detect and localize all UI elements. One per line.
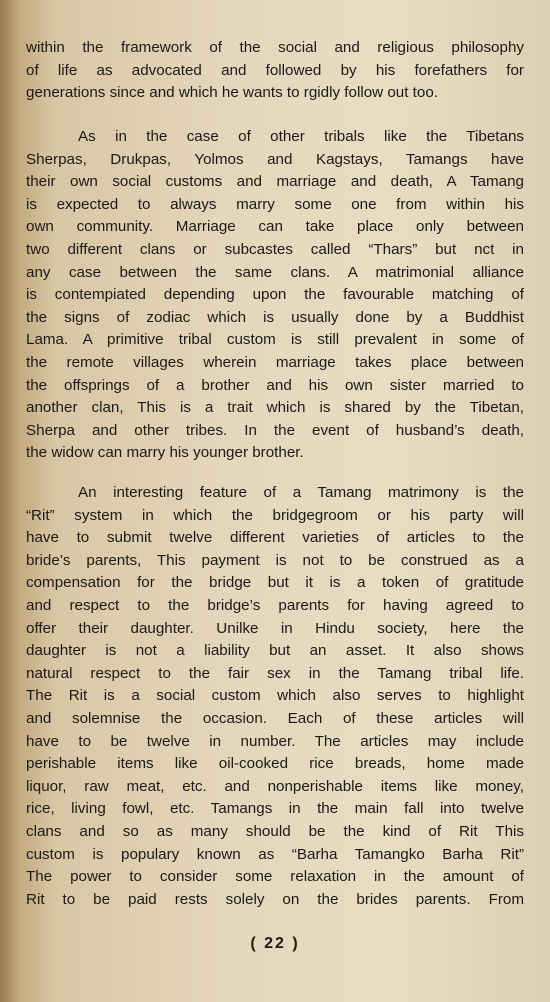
text-line: and respect to the bridge’s parents for having agreed to: [26, 596, 524, 614]
text-line: bride’s parents, This payment is not to be construed as a: [26, 551, 524, 569]
text-line: have to submit twelve different varieties of articles to the: [26, 529, 524, 547]
text-line: is contempiated depending upon the favourable matching of: [26, 286, 524, 304]
text-line: the offsprings of a brother and his own sister married to: [26, 376, 524, 394]
text-line: Rit to be paid rests solely on the brides parents. From: [26, 890, 524, 908]
paragraph-3: [26, 482, 524, 911]
text-line: Sherpas, Drukpas, Yolmos and Kagstays, Tamangs have: [26, 150, 524, 168]
text-line: the signs of zodiac which is usually done by a Buddhist: [26, 308, 524, 326]
text-line: within the framework of the social and religious philosophy: [26, 39, 524, 56]
text-line: Sherpa and other tribes. In the event of husband’s death,: [26, 421, 524, 439]
text-line: daughter is not a liability but an asset. It also shows: [26, 642, 524, 660]
text-line: An interesting feature of a Tamang matrimony is the: [78, 484, 524, 501]
text-line: of life as advocated and followed by his forefathers for: [26, 61, 524, 79]
text-line: natural respect to the fair sex in the Tamang tribal life.: [26, 664, 524, 682]
page-binding-shadow: [0, 0, 18, 1002]
text-line: clans and so as many should be the kind of Rit This: [26, 822, 524, 840]
text-line: the widow can marry his younger brother.: [26, 444, 304, 462]
text-line: any case between the same clans. A matrimonial alliance: [26, 263, 524, 281]
text-line: compensation for the bridge but it is a token of gratitude: [26, 574, 524, 592]
text-line: their own social customs and marriage and death, A Tamang: [26, 173, 524, 191]
text-line: have to be twelve in number. The articles may include: [26, 732, 524, 750]
text-line: and solemnise the occasion. Each of these articles will: [26, 709, 524, 727]
text-line: The power to consider some relaxation in the amount of: [26, 868, 524, 886]
paragraph-1: [26, 37, 524, 105]
text-line: the remote villages wherein marriage takes place between: [26, 353, 524, 371]
text-line: another clan, This is a trait which is shared by the Tibetan,: [26, 399, 524, 417]
page-number: ( 22 ): [250, 935, 300, 952]
text-line: own community. Marriage can take place only between: [26, 218, 524, 236]
text-line: offer their daughter. Unilke in Hindu society, here the: [26, 619, 524, 637]
text-line: As in the case of other tribals like the Tibetans: [78, 128, 524, 145]
text-line: “Rit” system in which the bridgegroom or his party will: [26, 506, 524, 524]
text-line: custom is populary known as “Barha Tamangko Barha Rit”: [26, 845, 524, 863]
text-line: generations since and which he wants to rgidly follow out too.: [26, 84, 438, 102]
text-line: is expected to always marry some one from within his: [26, 195, 524, 213]
text-line: The Rit is a social custom which also serves to highlight: [26, 687, 524, 705]
paragraph-2: [26, 126, 524, 465]
text-line: rice, living fowl, etc. Tamangs in the main fall into twelve: [26, 800, 524, 818]
text-line: liquor, raw meat, etc. and nonperishable items like money,: [26, 777, 524, 795]
text-line: perishable items like oil-cooked rice breads, home made: [26, 755, 524, 773]
text-line: two different clans or subcastes called “Thars” but nct in: [26, 240, 524, 258]
text-line: Lama. A primitive tribal custom is still prevalent in some of: [26, 331, 524, 349]
